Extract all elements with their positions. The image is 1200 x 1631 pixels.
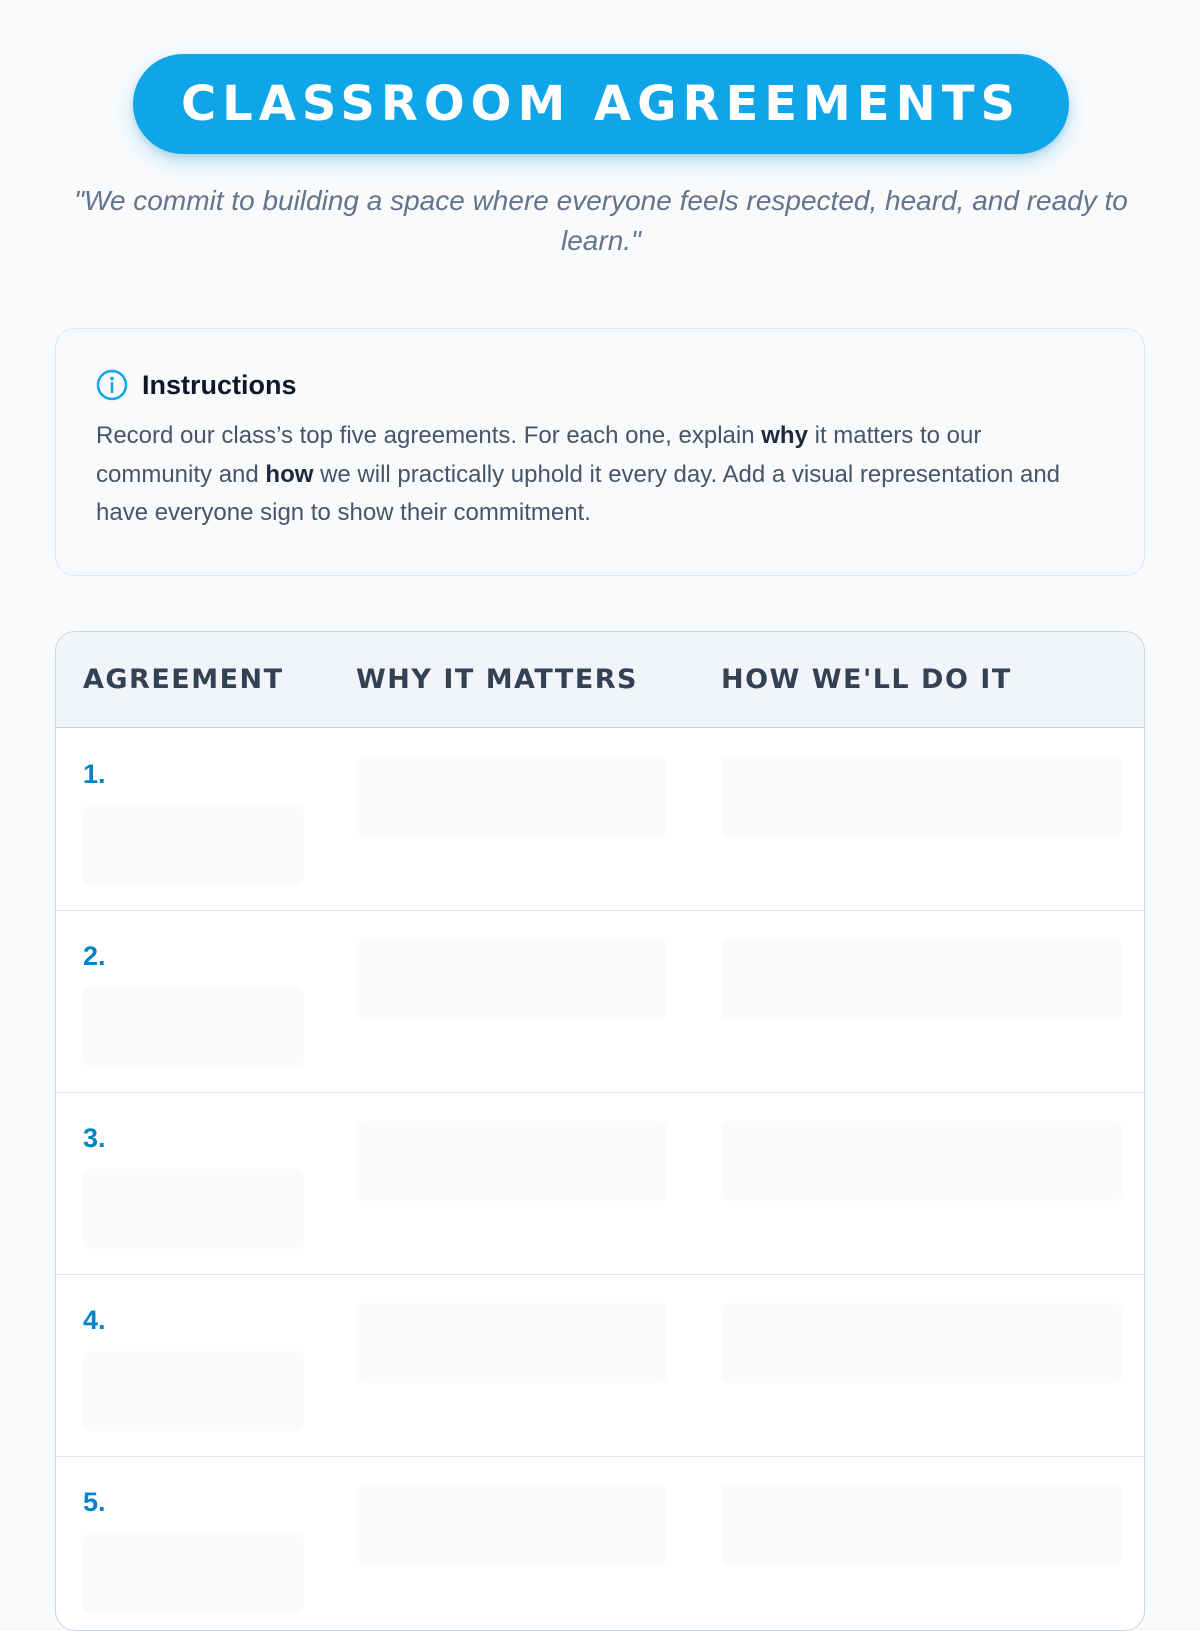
table-row [56,729,1144,911]
instructions-text-part: Record our class’s top five agreements. For each one, explain [96,422,762,449]
column-header-why: WHY IT MATTERS [356,664,638,695]
instructions-bold-why: why [761,422,808,449]
row-number: 1. [83,759,106,789]
why-it-matters-input[interactable] [356,1303,667,1383]
how-we-do-it-input[interactable] [721,757,1122,837]
info-icon [96,369,128,401]
instructions-title: Instructions [142,369,297,400]
why-it-matters-input[interactable] [356,939,667,1019]
instructions-text-part: it matters to our community and [96,422,982,488]
table-row [56,1093,1144,1275]
agreement-input[interactable] [83,987,304,1067]
page-title: CLASSROOM AGREEMENTS [180,76,1022,132]
how-we-do-it-input[interactable] [721,939,1122,1019]
column-header-agreement: AGREEMENT [83,664,284,695]
instructions-bold-how: how [265,460,314,488]
instructions-text [96,417,1104,533]
agreement-input[interactable] [83,1533,304,1613]
table-row [56,1457,1144,1631]
agreement-input[interactable] [83,805,304,885]
column-header-how: HOW WE'LL DO IT [721,664,1012,695]
row-number: 3. [83,1123,106,1153]
table-row [56,911,1144,1093]
how-we-do-it-input[interactable] [721,1485,1122,1565]
table-header [56,632,1144,728]
how-we-do-it-input[interactable] [721,1303,1122,1383]
why-it-matters-input[interactable] [356,757,667,837]
commitment-quote: "We commit to building a space where everyone feels respected, heard, and ready to learn." [74,185,1128,256]
instructions-text-part: we will practically uphold it every day. Add a visual representation and have everyone sign to show their commitment. [96,460,1061,526]
agreements-table [55,631,1145,1631]
row-number: 4. [83,1305,106,1335]
row-number: 2. [83,941,106,971]
instructions-card [55,328,1145,576]
why-it-matters-input[interactable] [356,1121,667,1201]
table-row [56,1275,1144,1457]
how-we-do-it-input[interactable] [721,1121,1122,1201]
instructions-header [96,367,1104,403]
row-number: 5. [83,1487,106,1517]
why-it-matters-input[interactable] [356,1485,667,1565]
title-banner [133,54,1069,154]
agreement-input[interactable] [83,1351,304,1431]
agreement-input[interactable] [83,1169,304,1249]
